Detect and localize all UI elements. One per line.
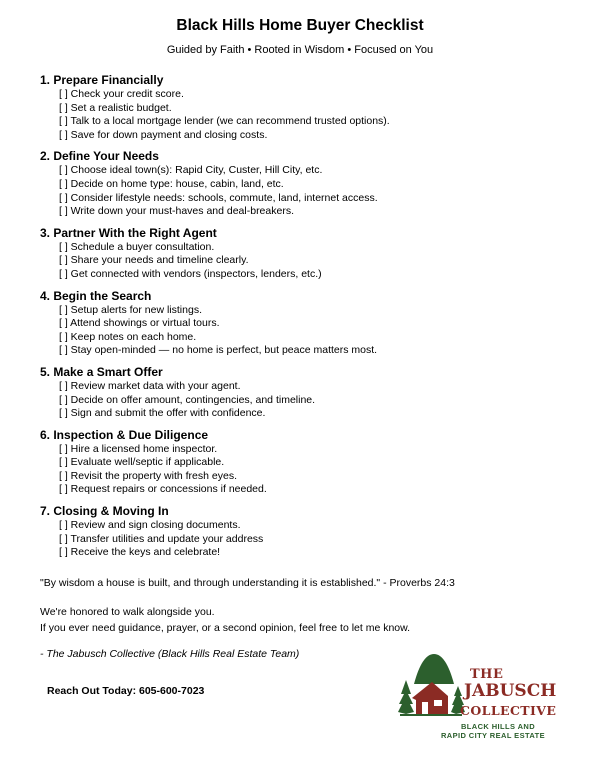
checklist-item: [ ] Decide on home type: house, cabin, land, etc. (59, 177, 284, 190)
cabin-door (422, 702, 428, 714)
section-items (40, 519, 580, 560)
logo-text-collective: COLLECTIVE (460, 703, 557, 718)
checklist-item: [ ] Revisit the property with fresh eyes. (59, 469, 237, 482)
section-closing (40, 503, 580, 560)
section-items (40, 443, 580, 497)
checklist-item: [ ] Transfer utilities and update your address (59, 532, 264, 545)
section-items (40, 380, 580, 421)
checklist-item: [ ] Check your credit score. (59, 88, 184, 100)
checklist-item: [ ] Attend showings or virtual tours. (59, 317, 220, 330)
section-items (40, 304, 580, 358)
section-title: 4. Begin the Search (40, 288, 152, 303)
checklist-item: [ ] Hire a licensed home inspector. (59, 442, 218, 455)
cabin-window (434, 700, 442, 706)
checklist-item: [ ] Choose ideal town(s): Rapid City, Custer, Hill City, etc. (59, 164, 323, 177)
checklist-item: [ ] Request repairs or concessions if needed. (59, 483, 267, 496)
company-logo (396, 650, 566, 745)
section-items (40, 164, 580, 218)
section-title: 2. Define Your Needs (40, 149, 159, 164)
checklist-item: [ ] Get connected with vendors (inspectors, lenders, etc.) (59, 267, 322, 280)
checklist-item: [ ] Stay open-minded — no home is perfect, but peace matters most. (59, 344, 378, 357)
logo-text-name: JABUSCH (464, 681, 557, 701)
page-subtitle: Guided by Faith • Rooted in Wisdom • Focused on You (166, 44, 434, 56)
section-partner-agent (40, 225, 580, 282)
contact-info: Reach Out Today: 605-600-7023 (47, 685, 205, 697)
thanks-message (40, 604, 410, 636)
mountain-icon (414, 654, 454, 684)
section-items (40, 241, 580, 282)
signature: - The Jabusch Collective (Black Hills Real Estate Team) (40, 648, 300, 660)
checklist-item: [ ] Decide on offer amount, contingencies, and timeline. (59, 393, 316, 406)
logo-tagline: BLACK HILLS AND (460, 722, 536, 731)
section-inspection (40, 427, 580, 497)
checklist-item: [ ] Evaluate well/septic if applicable. (59, 456, 225, 469)
section-title: 6. Inspection & Due Diligence (40, 427, 209, 442)
section-define-needs (40, 148, 580, 218)
checklist-item: [ ] Sign and submit the offer with confidence. (59, 407, 266, 420)
section-prepare-financially (40, 72, 580, 142)
checklist-item: [ ] Set a realistic budget. (59, 101, 172, 114)
section-title: 5. Make a Smart Offer (40, 364, 163, 379)
checklist (40, 72, 580, 566)
checklist-item: [ ] Save for down payment and closing costs. (59, 128, 268, 141)
cabin-icon (412, 682, 448, 714)
checklist-item: [ ] Consider lifestyle needs: schools, commute, land, internet access. (59, 191, 378, 204)
section-title: 3. Partner With the Right Agent (40, 225, 217, 240)
checklist-item: [ ] Receive the keys and celebrate! (59, 546, 221, 559)
section-title: 7. Closing & Moving In (40, 504, 169, 519)
checklist-item: [ ] Write down your must-haves and deal-breakers. (59, 205, 294, 218)
checklist-item: [ ] Review market data with your agent. (59, 379, 241, 392)
logo-tagline: RAPID CITY REAL ESTATE (440, 731, 546, 740)
checklist-item: [ ] Keep notes on each home. (59, 330, 197, 343)
thanks-line: If you ever need guidance, prayer, or a second opinion, feel free to let me know. (40, 622, 411, 634)
page-title: Black Hills Home Buyer Checklist (176, 17, 424, 34)
section-begin-search (40, 288, 580, 358)
section-title: 1. Prepare Financially (40, 73, 164, 87)
pine-tree-icon (398, 680, 414, 714)
checklist-item: [ ] Setup alerts for new listings. (59, 303, 202, 316)
checklist-item: [ ] Review and sign closing documents. (59, 519, 241, 532)
thanks-line: We're honored to walk alongside you. (40, 606, 215, 618)
logo-text-the: THE (470, 667, 504, 682)
section-items (40, 88, 580, 142)
checklist-item: [ ] Share your needs and timeline clearly. (59, 254, 249, 267)
checklist-item: [ ] Schedule a buyer consultation. (59, 240, 215, 253)
proverb-quote: "By wisdom a house is built, and through understanding it is established." - Proverbs 24:3 (40, 577, 455, 589)
section-smart-offer (40, 364, 580, 421)
checklist-item: [ ] Talk to a local mortgage lender (we can recommend trusted options). (59, 115, 390, 128)
